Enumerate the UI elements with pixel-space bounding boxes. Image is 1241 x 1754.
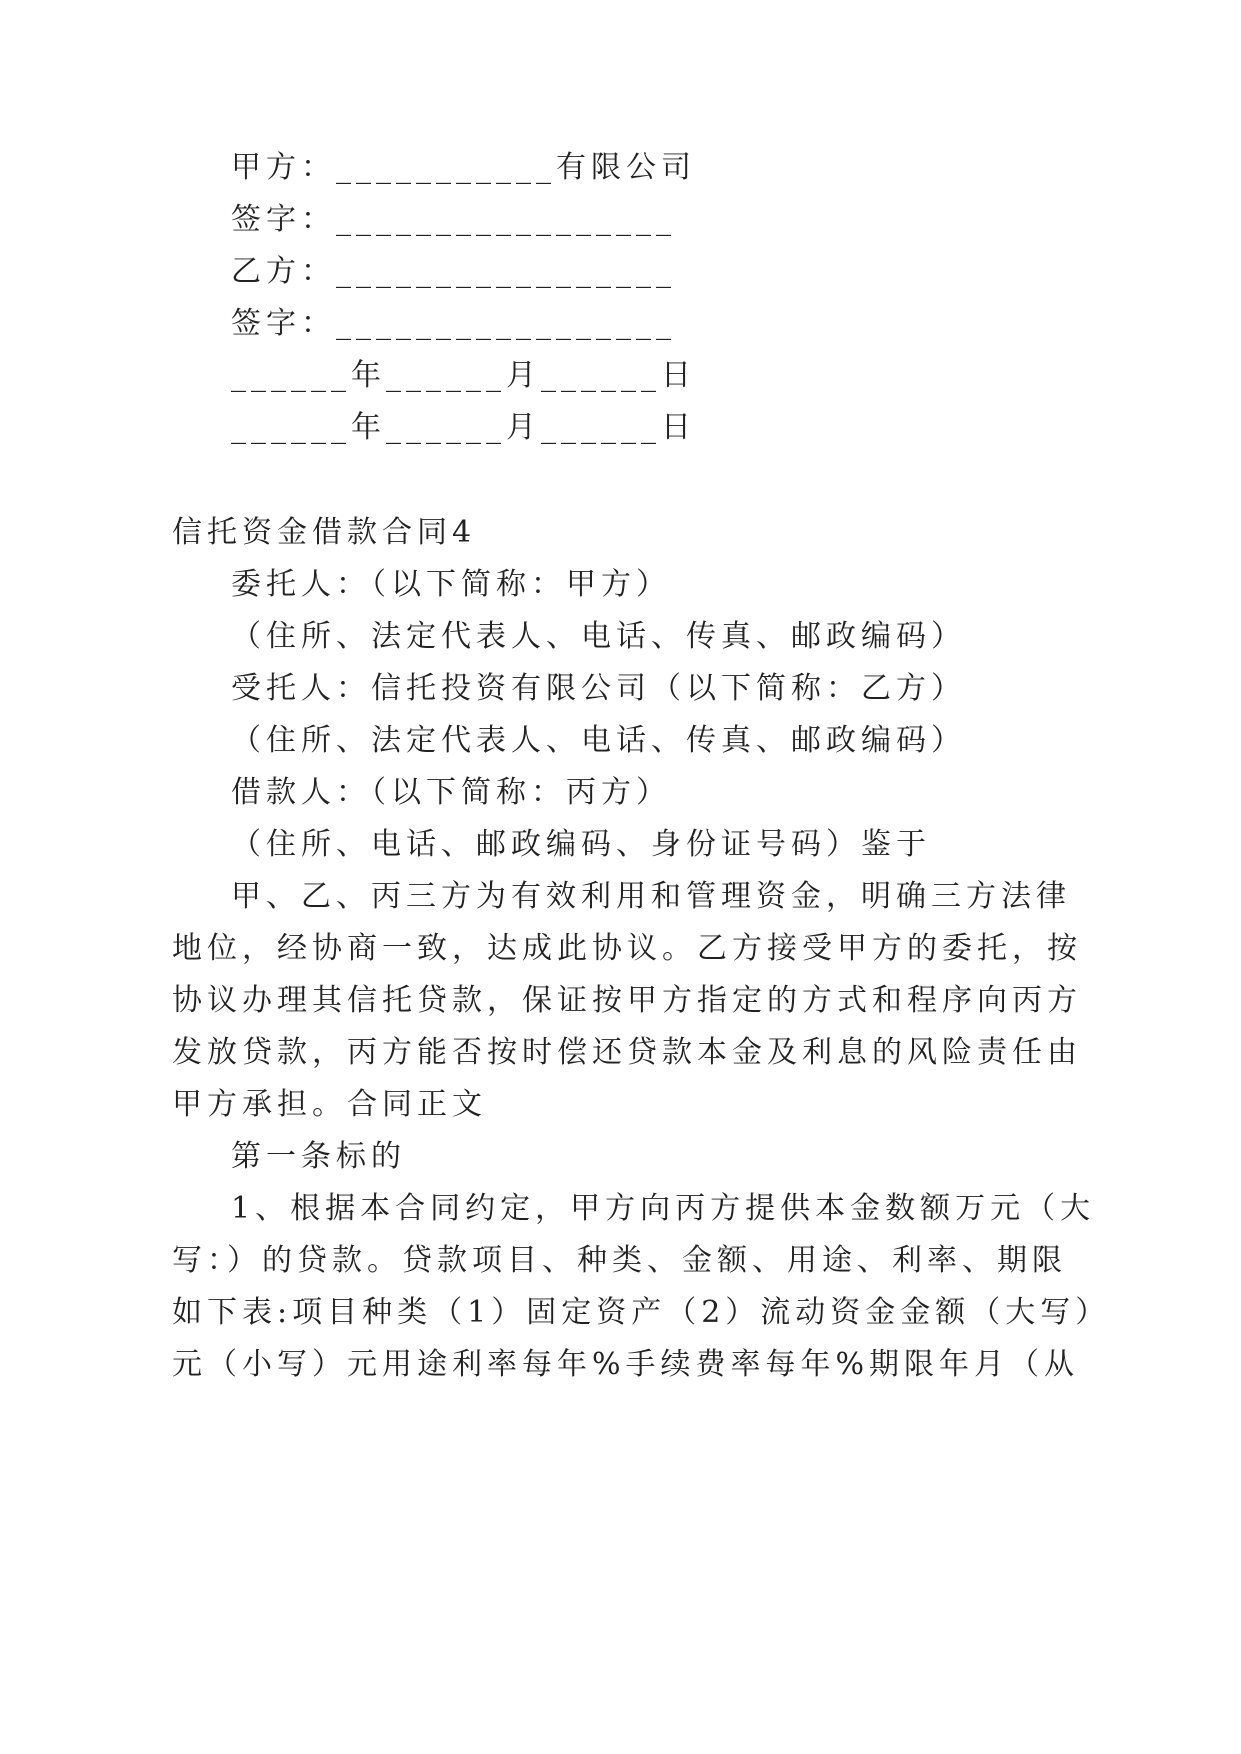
borrower-line: 借款人：（以下简称：丙方） [231,775,671,810]
preamble-line: 协议办理其信托贷款，保证按甲方指定的方式和程序向丙方 [172,983,1082,1018]
party-b-line: 乙方：_________________ [231,254,676,289]
preamble-line: 地位，经协商一致，达成此协议。乙方接受甲方的委托，按 [172,931,1082,966]
trustee-info-line: （住所、法定代表人、电话、传真、邮政编码） [231,723,966,758]
contract-title: 信托资金借款合同4 [172,515,477,550]
article-1-line: 1、根据本合同约定，甲方向丙方提供本金数额万元（大 [231,1191,1096,1226]
article-1-line: 如下表:项目种类（1）固定资产（2）流动资金金额（大写） [172,1295,1111,1330]
signature-line-2: 签字：_________________ [231,306,676,341]
date-line-2: ______年______月______日 [231,410,696,445]
article-1-heading: 第一条标的 [231,1139,406,1174]
preamble-line: 甲、乙、丙三方为有效利用和管理资金，明确三方法律 [231,879,1071,914]
borrower-info-line: （住所、电话、邮政编码、身份证号码）鉴于 [231,827,931,862]
date-line-1: ______年______月______日 [231,358,696,393]
preamble-line: 甲方承担。合同正文 [172,1087,487,1122]
party-a-line: 甲方：___________有限公司 [231,150,696,185]
signature-line-1: 签字：_________________ [231,202,676,237]
trustee-line: 受托人：信托投资有限公司（以下简称：乙方） [231,671,966,706]
entrustor-info-line: （住所、法定代表人、电话、传真、邮政编码） [231,619,966,654]
entrustor-line: 委托人：（以下简称：甲方） [231,567,671,602]
article-1-line: 写：）的贷款。贷款项目、种类、金额、用途、利率、期限 [172,1243,1067,1278]
preamble-line: 发放贷款，丙方能否按时偿还贷款本金及利息的风险责任由 [172,1035,1082,1070]
article-1-line: 元（小写）元用途利率每年%手续费率每年%期限年月（从 [172,1347,1080,1382]
